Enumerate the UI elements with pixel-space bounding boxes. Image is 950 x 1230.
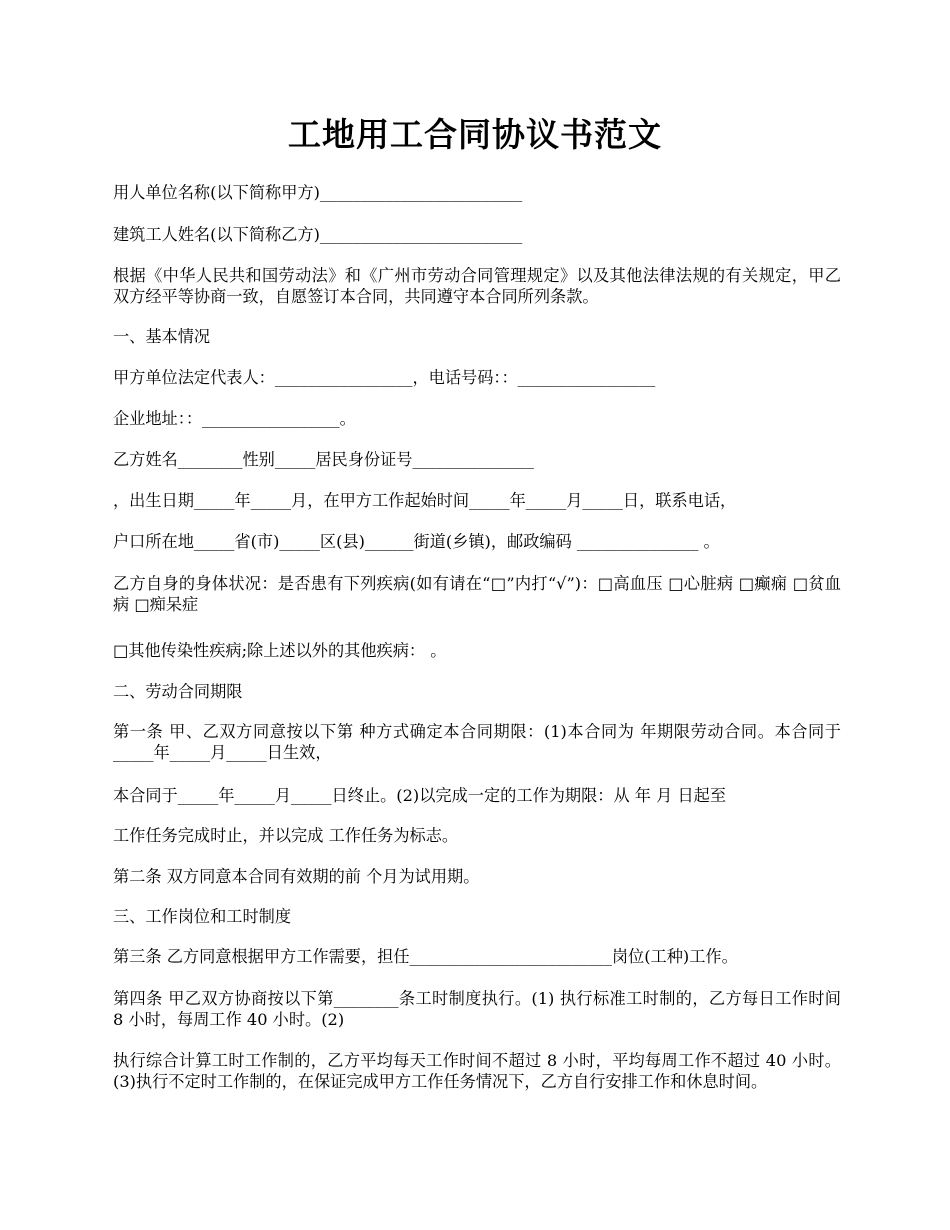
working-hours-paragraph: 执行综合计算工时工作制的，乙方平均每天工作时间不超过 8 小时，平均每周工作不超过 40 小时。(3)执行不定时工作制的，在保证完成甲方工作任务情况下，乙方自行安排工作和休息时间。 xyxy=(113,1051,841,1091)
article-four-paragraph: 第四条 甲乙双方协商按以下第________条工时制度执行。(1) 执行标准工时制的，乙方每日工作时间 8 小时，每周工作 40 小时。(2) xyxy=(113,989,841,1029)
article-two-line: 第二条 双方同意本合同有效期的前 个月为试用期。 xyxy=(113,867,480,886)
company-address-line: 企业地址：：_________________。 xyxy=(113,409,356,428)
contract-end-line: 本合同于_____年_____月_____日终止。(2)以完成一定的工作为期限：从 年 月 日起至 xyxy=(113,786,727,805)
health-status-paragraph: 乙方自身的身体状况：是否患有下列疾病(如有请在“□”内打“√”)：□高血压 □心脏病 □癫痫 □贫血病 □痴呆症 xyxy=(113,574,841,614)
worker-name-line: 建筑工人姓名(以下简称乙方)_________________________ xyxy=(113,225,523,244)
other-diseases-line: □其他传染性疾病;除上述以外的其他疾病： 。 xyxy=(113,641,447,660)
article-three-line: 第三条 乙方同意根据甲方工作需要，担任_________________________岗位(工种)工作。 xyxy=(113,947,738,966)
section-heading-contract-term: 二、劳动合同期限 xyxy=(113,682,243,701)
section-heading-job-hours: 三、工作岗位和工时制度 xyxy=(113,907,292,926)
birth-date-line: ，出生日期_____年_____月，在甲方工作起始时间_____年_____月_____日，联系电话， xyxy=(113,491,737,510)
legal-representative-line: 甲方单位法定代表人：_________________，电话号码：：_________________ xyxy=(113,368,656,387)
preamble-paragraph: 根据《中华人民共和国劳动法》和《广州市劳动合同管理规定》以及其他法律法规的有关规定，甲乙双方经平等协商一致，自愿签订本合同，共同遵守本合同所列条款。 xyxy=(113,266,841,306)
article-one-paragraph: 第一条 甲、乙双方同意按以下第 种方式确定本合同期限：(1)本合同为 年期限劳动合同。本合同于_____年_____月_____日生效， xyxy=(113,722,841,762)
employer-name-line: 用人单位名称(以下简称甲方)_________________________ xyxy=(113,183,523,202)
document-title: 工地用工合同协议书范文 xyxy=(288,115,662,154)
worker-identity-line: 乙方姓名________性别_____居民身份证号_______________ xyxy=(113,450,534,469)
task-completion-line: 工作任务完成时止，并以完成 工作任务为标志。 xyxy=(113,826,459,845)
household-registration-line: 户口所在地_____省(市)_____区(县)______街道(乡镇)，邮政编码 _______________ 。 xyxy=(113,532,720,551)
section-heading-basic-info: 一、基本情况 xyxy=(113,327,211,346)
